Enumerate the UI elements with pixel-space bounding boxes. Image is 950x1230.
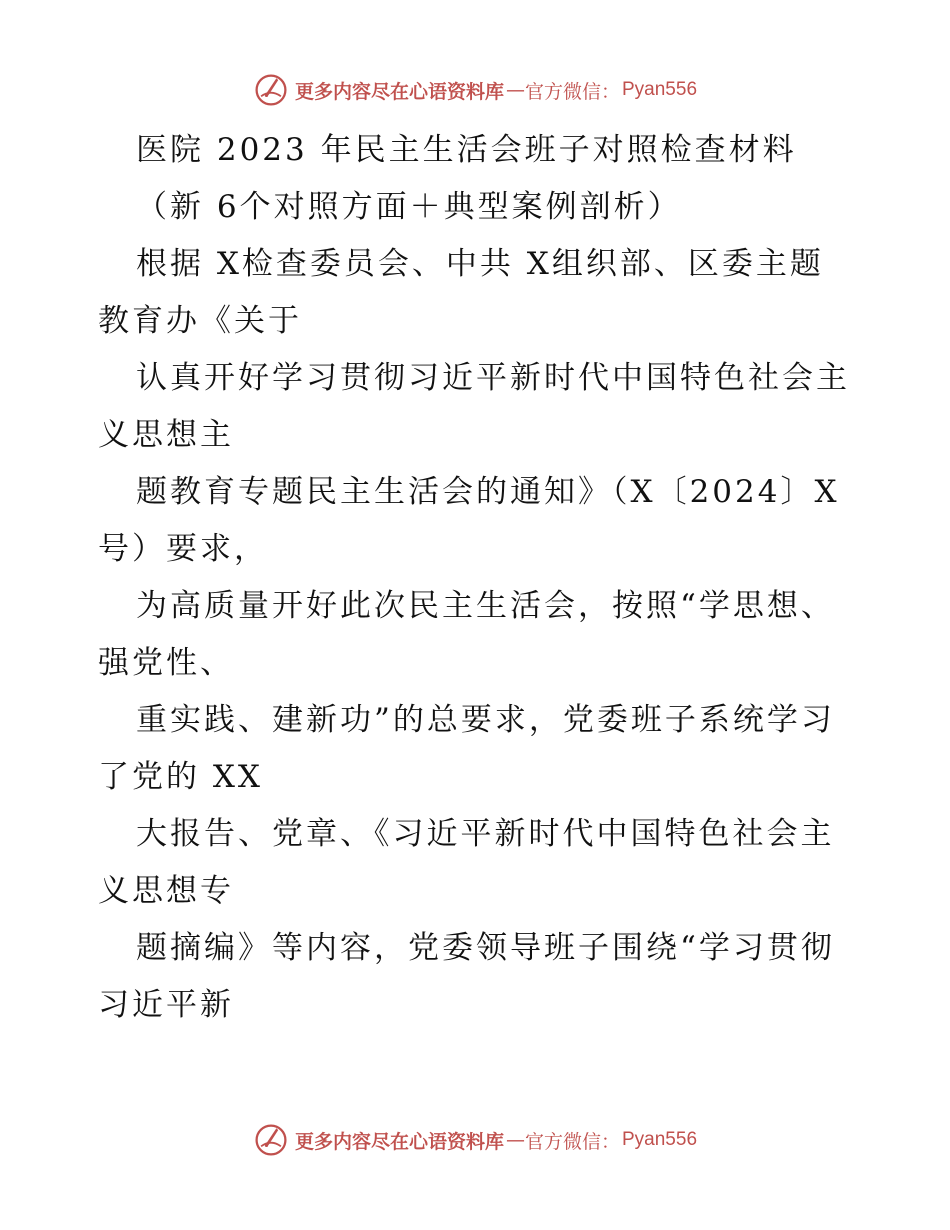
document-line: 号）要求， — [98, 531, 268, 567]
book-quill-logo-icon — [253, 1122, 289, 1158]
document-line: 重实践、建新功”的总要求，党委班子系统学习 — [136, 702, 835, 738]
document-line: （新 6个对照方面＋典型案例剖析） — [136, 189, 682, 225]
document-line: 强党性、 — [98, 645, 234, 681]
footer-watermark — [0, 1120, 950, 1160]
document-body — [98, 122, 858, 1034]
header-watermark — [0, 70, 950, 110]
watermark-wechat-id: Pyan556 — [622, 79, 698, 100]
watermark-separator: — — [505, 79, 523, 101]
watermark-wechat-label: 官方微信： — [524, 80, 620, 103]
document-line: 大报告、党章、《习近平新时代中国特色社会主 — [136, 816, 835, 852]
document-line: 根据 X检查委员会、中共 X组织部、区委主题 — [136, 246, 824, 282]
document-line: 义思想主 — [98, 417, 234, 453]
document-line: 为高质量开好此次民主生活会，按照“学思想、 — [136, 588, 835, 624]
document-line: 教育办《关于 — [98, 303, 302, 339]
watermark-site-name: 更多内容尽在心语资料库 — [294, 80, 504, 103]
watermark-site-name: 更多内容尽在心语资料库 — [294, 1130, 504, 1153]
document-line: 了党的 XX — [98, 759, 263, 795]
document-line: 题教育专题民主生活会的通知》（X〔2024〕X — [136, 474, 840, 510]
watermark-separator: — — [505, 1129, 523, 1151]
watermark-wechat-id: Pyan556 — [622, 1129, 698, 1150]
document-line: 题摘编》等内容，党委领导班子围绕“学习贯彻 — [136, 930, 835, 966]
document-line: 医院 2023 年民主生活会班子对照检查材料 — [136, 132, 797, 168]
document-line: 认真开好学习贯彻习近平新时代中国特色社会主 — [136, 360, 850, 396]
document-line: 习近平新 — [98, 987, 234, 1023]
watermark-wechat-label: 官方微信： — [524, 1130, 620, 1153]
book-quill-logo-icon — [253, 72, 289, 108]
document-line: 义思想专 — [98, 873, 234, 909]
